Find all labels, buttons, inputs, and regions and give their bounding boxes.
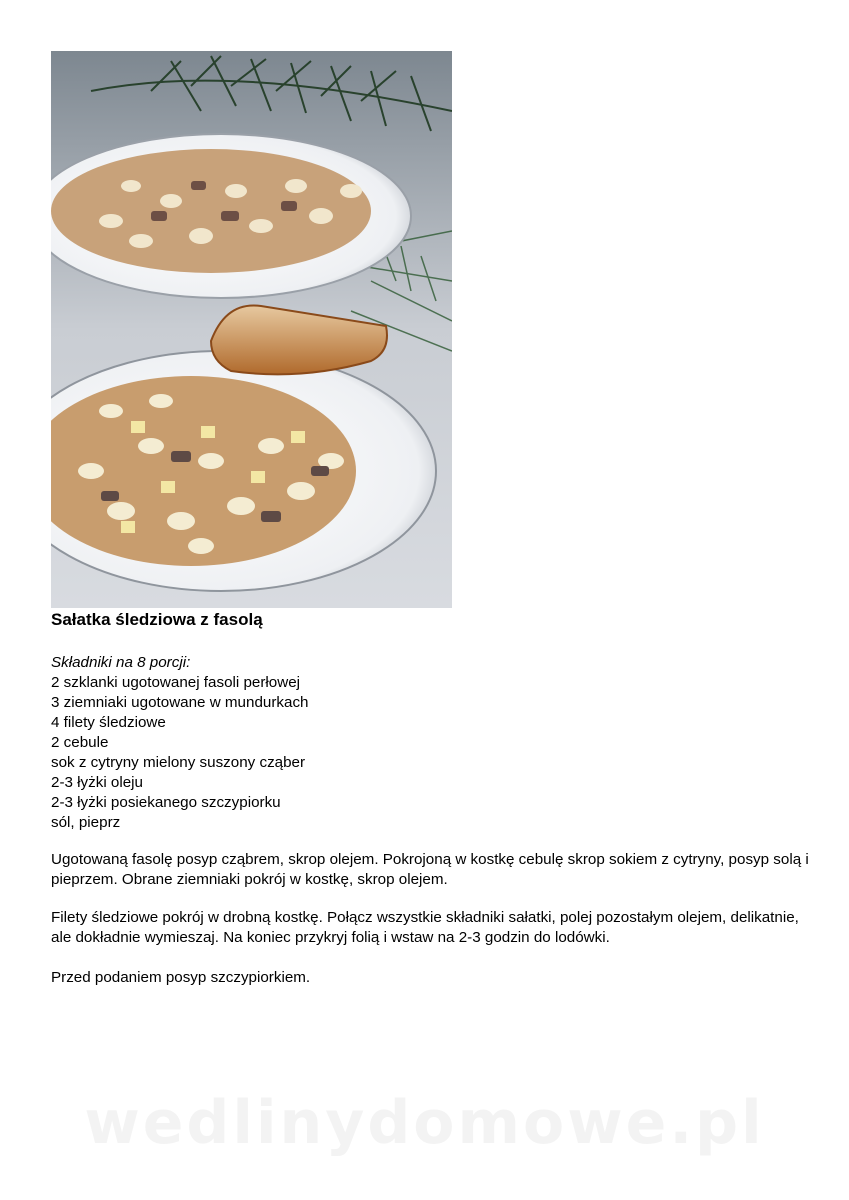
instructions-paragraph-3: Przed podaniem posyp szczypiorkiem.: [51, 969, 311, 986]
recipe-photo: [51, 51, 452, 608]
ingredients-heading: Składniki na 8 porcji:: [51, 654, 191, 671]
ingredient-item: 2-3 łyżki posiekanego szczypiorku: [51, 794, 281, 811]
instructions-paragraph-1: Ugotowaną fasolę posyp cząbrem, skrop olejem. Pokrojoną w kostkę cebulę skrop sokiem z cytryny, posyp solą i pieprzem. Obrane ziemniaki pokrój w kostkę, skrop olejem.: [51, 851, 809, 888]
ingredient-item: sok z cytryny mielony suszony cząber: [51, 754, 306, 771]
ingredient-item: 2-3 łyżki oleju: [51, 774, 144, 791]
ingredient-item: 4 filety śledziowe: [51, 714, 166, 731]
ingredient-item: 3 ziemniaki ugotowane w mundurkach: [51, 694, 309, 711]
ingredient-item: 2 cebule: [51, 734, 109, 751]
ingredient-item: 2 szklanki ugotowanej fasoli perłowej: [51, 674, 301, 691]
ingredients-list: [51, 653, 771, 833]
watermark: wedlinydomowe.pl: [84, 1088, 765, 1158]
ingredient-item: sól, pieprz: [51, 814, 121, 831]
recipe-title: Sałatka śledziowa z fasolą: [51, 610, 263, 629]
instructions-paragraph-2: Filety śledziowe pokrój w drobną kostkę. Połącz wszystkie składniki sałatki, polej pozostałym olejem, delikatnie, ale dokładnie wymieszaj. Na koniec przykryj folią i wstaw na 2-3 godzin do lodówki.: [51, 909, 799, 946]
